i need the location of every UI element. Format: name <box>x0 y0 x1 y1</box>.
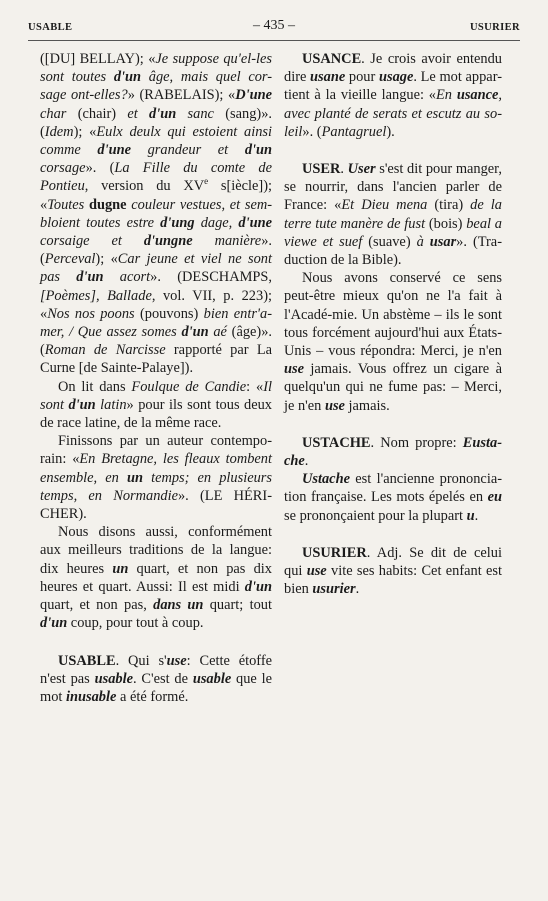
running-head-left: USABLE <box>28 22 73 33</box>
text-run: ([DU] BELLAY); « <box>40 51 156 67</box>
text-italic: La Fille du comte de Pontieu <box>40 160 272 195</box>
text-run: coup, pour tout à coup. <box>67 615 204 632</box>
text-bold-italic: d'un <box>68 396 96 413</box>
text-italic: grandeur et <box>130 142 245 159</box>
entry-usable <box>40 652 272 707</box>
text-italic: bien entr'a-mer, / Que assez somes <box>40 305 272 341</box>
text-bold-italic: usance <box>456 87 499 104</box>
text-italic: En Bretagne, les fleaux tombent ensemble, en <box>40 451 272 486</box>
text-italic: Pantagruel <box>321 123 387 140</box>
text-italic: beal a viewe et suef <box>284 215 502 250</box>
text-bold-italic: dans un <box>153 597 204 614</box>
text-bold-italic: use <box>324 397 345 414</box>
text-run: . Adj. Se dit de celui qui <box>284 544 502 580</box>
left-paragraph <box>40 432 272 523</box>
text-run: , version du XV <box>84 178 205 195</box>
right-paragraph <box>284 269 502 415</box>
text-run: Nous disons aussi, conformément aux meilleurs traditions de la langue: dix heures <box>40 524 272 577</box>
text-bold: USER <box>302 161 341 178</box>
text-run: quart, et non pas, <box>40 597 154 614</box>
text-run: ». ( <box>85 160 115 177</box>
text-italic: corsaige et <box>40 233 144 250</box>
text-bold-italic: Ustache <box>302 471 350 488</box>
text-bold-italic: usane <box>310 69 346 86</box>
text-run: On lit dans <box>58 378 132 395</box>
text-run: ». ( <box>302 123 322 140</box>
text-italic: sanc <box>176 105 214 122</box>
text-italic: temps; en plusieurs temps, en Normandie <box>40 469 273 504</box>
text-run: (tira) <box>427 197 471 214</box>
text-run: ); « <box>73 123 97 140</box>
text-superscript: e <box>204 176 209 187</box>
text-run: . Le mot appar-tient à la vieille langue: « <box>284 69 502 104</box>
text-run: , vol. VII, p. 223); « <box>40 287 272 322</box>
text-run: ». (Tra-duction de la Bible). <box>284 233 502 269</box>
text-bold-italic: usurier <box>312 581 356 598</box>
text-italic: Je suppose qu'el-les sont toutes <box>40 51 272 86</box>
text-run: pour <box>345 69 379 86</box>
text-bold-italic: use <box>166 652 187 669</box>
text-run: a été formé. <box>116 688 189 705</box>
text-italic: , avec planté de serats et escutz au so-leil <box>284 87 502 140</box>
text-bold: USANCE <box>302 51 362 67</box>
text-bold-italic: usar <box>429 233 457 250</box>
text-run: : Cette étoffe n'est pas <box>40 652 272 687</box>
entry-usance <box>284 50 502 141</box>
text-italic: Eulx deulx qui estoient ainsi comme <box>40 123 273 159</box>
text-run: . Qui s' <box>115 652 167 669</box>
text-italic: de la terre tute manère de fust <box>284 197 502 232</box>
entry-usurier <box>284 544 502 599</box>
text-run: s'est dit pour manger, se nourrir, dans l'ancien parler de France: « <box>284 161 502 214</box>
text-bold-italic: d'un <box>244 142 273 159</box>
text-italic: Idem <box>44 123 74 140</box>
text-bold-italic: d'un <box>113 69 142 86</box>
text-run: » pour ils sont tous deux de race latine, de la même race. <box>40 396 272 432</box>
text-run: . Nom propre: <box>370 434 463 451</box>
text-run: jamais. <box>344 397 390 414</box>
text-bold-italic: d'une <box>97 142 131 159</box>
text-bold-italic: Eusta-che <box>284 434 502 470</box>
text-italic: Toutes <box>47 196 89 213</box>
text-run: jamais. Vous offrez un cigare à quelqu'un qui ne fume pas: – Merci, je n'en <box>284 361 502 414</box>
text-run: . <box>340 161 348 178</box>
text-run: (chair) <box>66 105 128 122</box>
left-paragraph <box>40 50 272 378</box>
text-italic: En <box>436 87 457 104</box>
text-run: ). <box>386 123 395 140</box>
running-head <box>28 20 520 41</box>
text-bold-italic: u <box>466 507 475 524</box>
text-italic: manière <box>192 233 262 250</box>
text-italic: char <box>40 105 67 122</box>
text-bold: USABLE <box>58 652 116 669</box>
page-number: – 435 – <box>253 18 295 33</box>
text-run: (âge)». ( <box>40 324 273 359</box>
right-paragraph <box>284 470 502 525</box>
text-bold-italic: d'un <box>76 269 104 286</box>
text-bold-italic: d'un <box>40 615 68 632</box>
text-bold-italic: d'ung <box>160 214 195 231</box>
text-run: ); « <box>95 251 118 268</box>
text-bold: dugne <box>88 196 127 213</box>
text-run: se prononçaient pour la plupart <box>284 507 467 524</box>
text-run: Nous avons conservé ce sens peut-être mieux qu'on ne l'a fait à l'Acadé-mie. Un abstème – ils le sont tous forcément aujourd'hui aux États-Unis – vous répondra: Merci, je n'en <box>284 270 502 360</box>
text-italic: dage, <box>194 214 239 231</box>
entry-ustache <box>284 434 502 470</box>
text-bold-italic: d'un <box>244 578 272 595</box>
text-run: ». ( <box>40 233 272 268</box>
text-bold-italic: d'ungne <box>143 233 193 250</box>
text-bold-italic: d'une <box>238 214 272 231</box>
text-run: Finissons par un auteur contempo-rain: « <box>40 433 272 468</box>
text-bold-italic: usable <box>192 670 232 687</box>
running-head-right: USURIER <box>469 22 520 33</box>
text-bold-italic: d'un <box>181 324 209 341</box>
text-run: » (RABELAIS); « <box>127 87 236 104</box>
text-run: s[iècle]); « <box>40 178 272 213</box>
text-italic: Foulque de Candie <box>131 378 247 395</box>
text-italic: Nos nos poons <box>47 305 135 322</box>
left-paragraph <box>40 523 272 632</box>
text-run: (pouvons) <box>134 305 204 322</box>
text-run: vite ses habits: Cet enfant est bien <box>284 563 502 598</box>
text-run: . Je crois avoir entendu dire <box>284 51 502 86</box>
text-bold-italic: use <box>284 361 304 378</box>
text-bold-italic: inusable <box>66 688 117 705</box>
right-column <box>284 50 502 598</box>
text-run: ». (LE HÉRI-CHER). <box>40 487 272 523</box>
text-bold-italic: D'une <box>235 87 272 104</box>
text-italic: corsage <box>40 160 86 177</box>
text-bold: USURIER <box>302 544 367 561</box>
text-run: . <box>355 581 360 598</box>
text-run: : « <box>246 378 264 395</box>
text-bold-italic: usage <box>378 69 414 86</box>
text-italic: latin <box>95 396 127 413</box>
text-italic: couleur vestues, et sem-bloient toutes estre <box>40 196 273 231</box>
text-bold-italic: use <box>306 563 327 580</box>
left-column <box>40 50 272 706</box>
text-run: est l'ancienne prononcia-tion française. Les mots épelés en <box>284 471 502 506</box>
text-run: (sang)». ( <box>40 105 272 140</box>
text-bold: USTACHE <box>302 434 371 451</box>
text-run: ». (DESCHAMPS, <box>150 269 272 286</box>
text-bold-italic: eu <box>487 489 502 506</box>
text-italic: aé <box>208 324 227 341</box>
text-italic: Et Dieu mena <box>341 197 428 214</box>
text-run: rapporté par La Curne [de Sainte-Palaye]). <box>40 342 272 377</box>
entry-user <box>284 160 502 269</box>
text-italic: acort <box>103 269 151 286</box>
text-bold-italic: usable <box>94 670 133 687</box>
text-italic: Perceval <box>44 251 96 268</box>
text-italic: et <box>127 105 150 122</box>
text-bold-italic: d'un <box>149 105 177 122</box>
text-bold-italic: un <box>126 469 143 486</box>
text-italic: Roman de Narcisse <box>44 342 166 359</box>
text-bold-italic: User <box>347 161 376 178</box>
text-italic: [Poèmes], Ballade <box>40 287 152 304</box>
text-run: quart, et non pas dix heures et quart. Aussi: Il est midi <box>40 560 272 595</box>
text-bold-italic: un <box>112 560 129 577</box>
text-italic: Il sont <box>40 378 272 413</box>
text-italic: Car jeune et viel ne sont pas <box>40 251 272 286</box>
left-paragraph <box>40 378 272 433</box>
text-run: (suave) <box>362 233 417 250</box>
text-run: quart; tout <box>203 597 272 614</box>
text-run: . <box>474 507 479 524</box>
text-run: (bois) <box>425 215 467 232</box>
text-italic: à <box>416 233 430 250</box>
text-italic: âge, mais quel cor-sage ont-elles? <box>40 69 273 104</box>
text-run: que le mot <box>40 670 273 705</box>
text-run: . <box>304 453 309 470</box>
text-run: . C'est de <box>133 670 193 687</box>
